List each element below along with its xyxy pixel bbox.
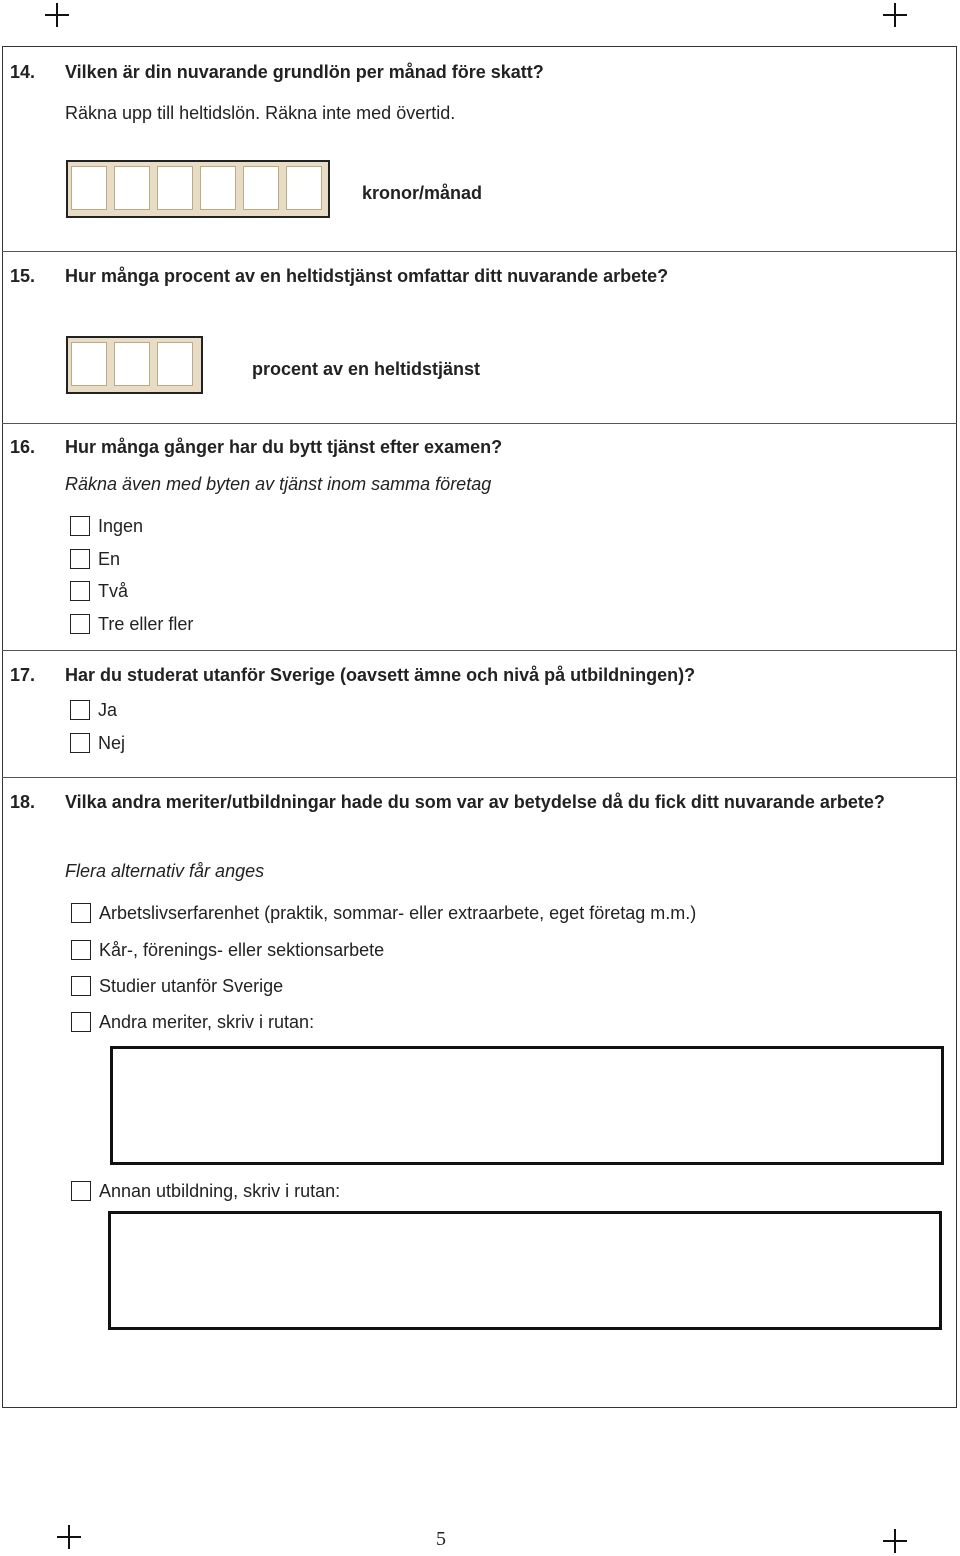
option-label: Arbetslivserfarenhet (praktik, sommar- eller extraarbete, eget företag m.m.) [99, 902, 697, 923]
checkbox[interactable] [70, 516, 90, 536]
option-nej[interactable] [70, 732, 125, 754]
digit-box[interactable] [243, 166, 279, 210]
option-label: Kår-, förenings- eller sektionsarbete [99, 939, 385, 960]
option-karforening[interactable] [71, 939, 384, 961]
option-studier-utanfor-sverige[interactable] [71, 975, 283, 997]
registration-mark-bottom-left [57, 1525, 81, 1549]
registration-mark-top-right [883, 3, 907, 27]
checkbox[interactable] [70, 614, 90, 634]
checkbox[interactable] [70, 700, 90, 720]
registration-mark-bottom-right [883, 1529, 907, 1553]
option-label: Ingen [98, 515, 144, 536]
digit-box[interactable] [157, 342, 193, 386]
option-annan-utbildning[interactable] [71, 1180, 340, 1202]
digit-box[interactable] [114, 166, 150, 210]
checkbox[interactable] [71, 903, 91, 923]
question-text: Vilka andra meriter/utbildningar hade du som var av betydelse då du fick ditt nuvarande arbete? [65, 792, 885, 812]
checkbox[interactable] [71, 1181, 91, 1201]
checkbox[interactable] [71, 1012, 91, 1032]
question-text: Hur många procent av en heltidstjänst omfattar ditt nuvarande arbete? [65, 266, 669, 286]
digit-box[interactable] [71, 342, 107, 386]
question-18-note: Flera alternativ får anges [65, 861, 265, 881]
option-ja[interactable] [70, 699, 117, 721]
question-number: 16. [10, 437, 36, 457]
digit-box[interactable] [157, 166, 193, 210]
option-label: Andra meriter, skriv i rutan: [99, 1011, 315, 1032]
salary-digit-input[interactable] [66, 160, 330, 218]
digit-box[interactable] [200, 166, 236, 210]
checkbox[interactable] [70, 549, 90, 569]
question-number: 18. [10, 792, 36, 812]
percent-digit-input[interactable] [66, 336, 203, 394]
section-divider [2, 251, 957, 252]
digit-box[interactable] [286, 166, 322, 210]
digit-box[interactable] [71, 166, 107, 210]
checkbox[interactable] [70, 581, 90, 601]
checkbox[interactable] [71, 940, 91, 960]
option-label: Annan utbildning, skriv i rutan: [99, 1180, 341, 1201]
option-en[interactable] [70, 548, 120, 570]
question-number: 15. [10, 266, 36, 286]
section-divider [2, 423, 957, 424]
option-label: Studier utanför Sverige [99, 975, 284, 996]
andra-meriter-textbox[interactable] [110, 1046, 944, 1165]
question-number: 14. [10, 62, 36, 82]
option-andra-meriter[interactable] [71, 1011, 314, 1033]
option-ingen[interactable] [70, 515, 143, 537]
question-text: Har du studerat utanför Sverige (oavsett ämne och nivå på utbildningen)? [65, 665, 696, 685]
option-label: Två [98, 580, 129, 601]
percent-unit-label: procent av en heltidstjänst [252, 359, 481, 379]
salary-unit-label: kronor/månad [362, 183, 483, 203]
question-16-note: Räkna även med byten av tjänst inom samma företag [65, 474, 492, 494]
page-number: 5 [436, 1528, 446, 1550]
question-14-note: Räkna upp till heltidslön. Räkna inte med övertid. [65, 103, 456, 123]
section-divider [2, 650, 957, 651]
question-text: Vilken är din nuvarande grundlön per månad före skatt? [65, 62, 544, 82]
option-label: Nej [98, 732, 126, 753]
annan-utbildning-textbox[interactable] [108, 1211, 942, 1330]
registration-mark-top-left [45, 3, 69, 27]
option-label: En [98, 548, 121, 569]
question-text: Hur många gånger har du bytt tjänst efter examen? [65, 437, 503, 457]
checkbox[interactable] [71, 976, 91, 996]
option-tre-eller-fler[interactable] [70, 613, 193, 635]
option-tva[interactable] [70, 580, 128, 602]
question-number: 17. [10, 665, 36, 685]
digit-box[interactable] [114, 342, 150, 386]
section-divider [2, 777, 957, 778]
option-label: Tre eller fler [98, 613, 194, 634]
option-label: Ja [98, 699, 118, 720]
option-arbetslivserfarenhet[interactable] [71, 902, 696, 924]
checkbox[interactable] [70, 733, 90, 753]
